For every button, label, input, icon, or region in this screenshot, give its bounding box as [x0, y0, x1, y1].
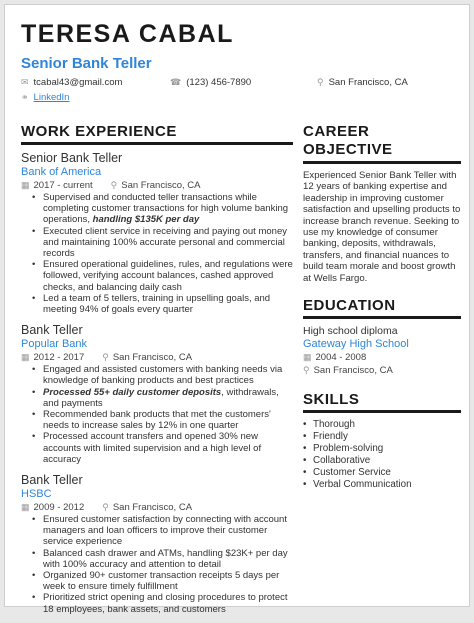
job-bullet: [21, 192, 293, 226]
email-icon: ✉: [21, 77, 29, 87]
job-bullet: [21, 431, 293, 465]
job-bullet: [21, 409, 293, 431]
skill-item: • Thorough: [303, 419, 461, 431]
job-location: San Francisco, CA: [112, 502, 193, 514]
skill-item: • Verbal Communication: [303, 479, 461, 491]
bullet-emphasis: Processed 55+ daily customer deposits: [43, 386, 222, 398]
job-bullet: [21, 293, 293, 315]
map-pin-icon: ⚲: [102, 352, 109, 363]
job-bullet: [21, 259, 293, 293]
bullet-text: Processed account transfers and opened 30% new accounts with limited supervision and a high level of accuracy: [43, 431, 262, 465]
candidate-name: TERESA CABAL: [21, 20, 234, 48]
job-company: Bank of America: [21, 166, 102, 178]
skill-item: • Problem-solving: [303, 443, 461, 455]
bullet-text: Ensured customer satisfaction by connecting with account managers and loan officers to improve their customer service experience: [43, 514, 287, 548]
bullet-text: Ensured operational guidelines, rules, and regulations were followed, verifying account balances, cashed approved checks, and balancing daily cash: [43, 259, 293, 293]
map-pin-icon: ⚲: [102, 502, 109, 513]
contact-email[interactable]: [21, 76, 122, 89]
section-heading-objective: CAREER OBJECTIVE: [303, 123, 461, 164]
job-bullet: [21, 514, 293, 548]
map-pin-icon: ⚲: [317, 77, 324, 87]
calendar-icon: ▦: [21, 180, 30, 190]
linkedin-text[interactable]: LinkedIn: [33, 92, 70, 103]
bullet-text: Prioritized strict opening and closing procedures to protect 18 employees, bank assets, and customers: [43, 592, 288, 615]
job-company: HSBC: [21, 488, 52, 501]
job-role: Bank Teller: [21, 323, 83, 338]
job-dates: 2017 - current: [33, 180, 93, 191]
job-bullet: [21, 387, 293, 409]
section-heading-skills: SKILLS: [303, 391, 461, 413]
jobs-list: [21, 151, 293, 615]
job-role: Bank Teller: [21, 473, 83, 488]
contact-phone: [170, 76, 251, 89]
job-bullet: [21, 226, 293, 260]
job-bullet: [21, 570, 293, 592]
calendar-icon: ▦: [21, 352, 30, 363]
linkedin-link[interactable]: [21, 91, 69, 104]
job-bullet: [21, 364, 293, 386]
education-location: ⚲ San Francisco, CA: [303, 365, 393, 377]
bullet-emphasis: handling $135K per day: [92, 214, 200, 226]
section-heading-work: WORK EXPERIENCE: [21, 123, 293, 145]
skills-list: [303, 419, 461, 491]
job-entry: [21, 323, 293, 465]
bullet-text: Engaged and assisted customers with banking needs via knowledge of banking products and best practices: [43, 364, 283, 387]
objective-text: Experienced Senior Bank Teller with 12 years of banking expertise and leadership in improving customer satisfaction and upselling products to increase branch revenue. Seeking to use my knowledge of consumer banking, deposits, withdrawals, transfers, and financial nuances to build team morale and boost growth at Wells Fargo.: [303, 170, 461, 284]
bullet-text: Executed client service in receiving and paying out money and maintaining 100% accurate personal and commercial records: [43, 225, 287, 260]
phone-text: (123) 456-7890: [186, 77, 252, 88]
resume-page: [4, 4, 470, 615]
job-dates: 2012 - 2017: [33, 352, 85, 364]
link-icon: ⚭: [21, 92, 29, 102]
phone-icon: ☎: [170, 77, 182, 87]
job-role: Senior Bank Teller: [21, 151, 123, 165]
calendar-icon: ▦: [21, 502, 30, 513]
contact-location: [317, 76, 408, 89]
job-dates: 2009 - 2012: [33, 502, 85, 514]
candidate-title: Senior Bank Teller: [21, 55, 152, 72]
bullet-text: Organized 90+ customer transaction receipts 5 days per week to ensure timely fulfillment: [43, 570, 280, 593]
right-column: [303, 123, 461, 491]
job-bullet: [21, 592, 293, 614]
education-degree: High school diploma: [303, 325, 398, 338]
job-entry: [21, 473, 293, 615]
job-company: Popular Bank: [21, 338, 88, 351]
job-location: San Francisco, CA: [121, 180, 201, 191]
skill-item: • Friendly: [303, 431, 461, 443]
education-dates: ▦ 2004 - 2008: [303, 352, 367, 364]
map-pin-icon: ⚲: [303, 365, 310, 376]
section-heading-education: EDUCATION: [303, 297, 461, 319]
bullet-text: Balanced cash drawer and ATMs, handling $23K+ per day with 100% accuracy and attention to detail: [43, 547, 288, 570]
map-pin-icon: ⚲: [110, 180, 118, 190]
bullet-text: Supervised and conducted teller transactions while completing customer transactions for high volume banking operations,: [43, 192, 289, 226]
job-location: San Francisco, CA: [112, 352, 193, 364]
education-school: Gateway High School: [303, 338, 409, 351]
skill-item: • Collaborative: [303, 455, 461, 467]
calendar-icon: ▦: [303, 352, 312, 363]
bullet-text: Led a team of 5 tellers, training in upselling goals, and meeting 94% of goals every quarter: [43, 292, 271, 316]
bullet-text: Recommended bank products that met the customers' needs to increase sales by 12% in one quarter: [43, 409, 271, 432]
skill-item: • Customer Service: [303, 467, 461, 479]
job-meta: [21, 179, 293, 192]
job-meta: [21, 351, 293, 364]
email-text: tcabal43@gmail.com: [33, 77, 123, 88]
location-text: San Francisco, CA: [328, 77, 408, 88]
left-column: [21, 123, 293, 623]
bullet-text: , withdrawals, and payments: [43, 386, 279, 409]
job-meta: [21, 501, 293, 514]
job-entry: [21, 151, 293, 315]
job-bullet: [21, 548, 293, 570]
